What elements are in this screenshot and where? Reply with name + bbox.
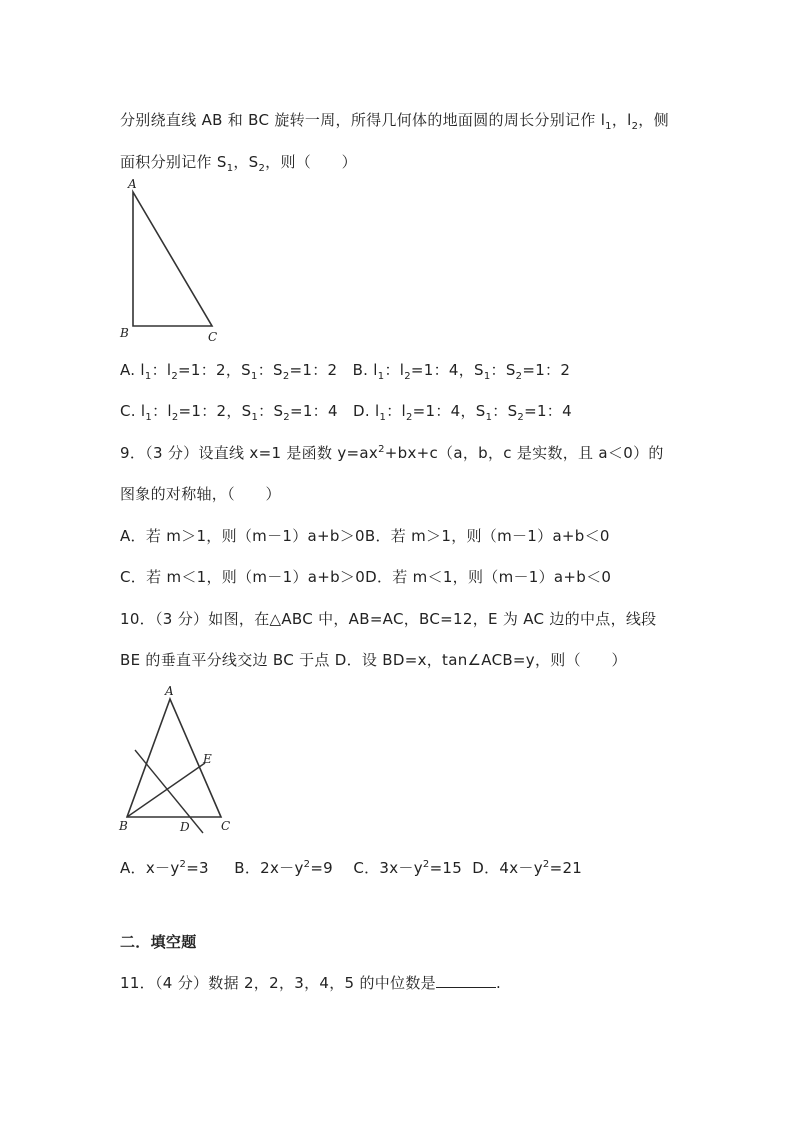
segment-be xyxy=(127,763,205,817)
vertex-label-a: A xyxy=(165,684,174,698)
q9-option-a: A．若 m＞1，则（m－1）a+b＞0 xyxy=(120,527,365,545)
q11-stem: 11．（4 分）数据 2，2，3，4，5 的中位数是 . xyxy=(120,974,502,992)
q8-options-row1 xyxy=(120,360,570,380)
q10-option-a: A．$x-y^2=3$ xyxy=(120,859,209,877)
q9-stem-line1: 9．（3 分）设直线 x=1 是函数 $y=ax^2+bx+c(a$，b，c 是实数，且 a＜0）的 xyxy=(120,444,664,462)
q8-options-row2 xyxy=(120,401,572,421)
answer-blank[interactable] xyxy=(436,973,496,988)
q10-stem-line1: 10．（3 分）如图，在△ABC 中，AB=AC，BC=12，E 为 AC 边的中点，线段 xyxy=(120,610,657,628)
q8-option-c: C. $l_1$：$l_2=1$：2，$S_1$：$S_2=1$：4 xyxy=(120,402,338,423)
vertex-label-b: B xyxy=(119,819,128,833)
q10-isosceles-triangle-figure xyxy=(110,680,240,840)
section-heading-fill-in: 二．填空题 xyxy=(120,933,197,951)
q9-option-d: D．若 m＜1，则（m－1）a+b＜0 xyxy=(365,568,612,586)
q8-option-a: A. $l_1$：$l_2=1$：2，$S_1$：$S_2=1$：2 xyxy=(120,361,338,382)
vertex-label-a: A xyxy=(128,177,137,191)
vertex-label-b: B xyxy=(120,326,129,340)
q8-option-d: D. $l_1$：$l_2=1$：4，$S_1$：$S_2=1$：4 xyxy=(353,402,572,423)
q10-option-c: C．$3x-y^2=15$ xyxy=(353,859,463,877)
q8-option-b: B. $l_1$：$l_2=1$：4，$S_1$：$S_2=1$：2 xyxy=(352,361,571,382)
q10-option-b: B．$2x-y^2=9$ xyxy=(234,859,334,877)
q10-options-row xyxy=(120,858,582,878)
triangle-abc xyxy=(133,192,212,326)
q9-option-b: B．若 m＞1，则（m－1）a+b＜0 xyxy=(364,527,610,545)
q9-option-c: C．若 m＜1，则（m－1）a+b＞0 xyxy=(120,568,366,586)
q8-stem-line2: 面积分别记作 $S_1$，$S_2$，则（ ） xyxy=(120,153,357,174)
q9-options-row1 xyxy=(120,526,610,546)
q9-stem-line2: 图象的对称轴，（ ） xyxy=(120,485,281,503)
point-label-d: D xyxy=(180,820,190,834)
vertex-label-c: C xyxy=(221,819,231,833)
q10-option-d: D．$4x-y^2=21$ xyxy=(472,859,583,877)
perpendicular-bisector-line xyxy=(135,750,203,833)
q8-stem-line1: 分别绕直线 AB 和 BC 旋转一周，所得几何体的地面圆的周长分别记作 $l_1$，$l_2$，侧 xyxy=(120,111,669,132)
vertex-label-c: C xyxy=(208,330,218,344)
q8-right-triangle-figure xyxy=(110,175,230,345)
q10-stem-line2: BE 的垂直平分线交边 BC 于点 D．设 BD=x，tan∠ACB=y，则（ ） xyxy=(120,651,627,669)
point-label-e: E xyxy=(203,752,212,766)
q9-options-row2 xyxy=(120,567,611,587)
